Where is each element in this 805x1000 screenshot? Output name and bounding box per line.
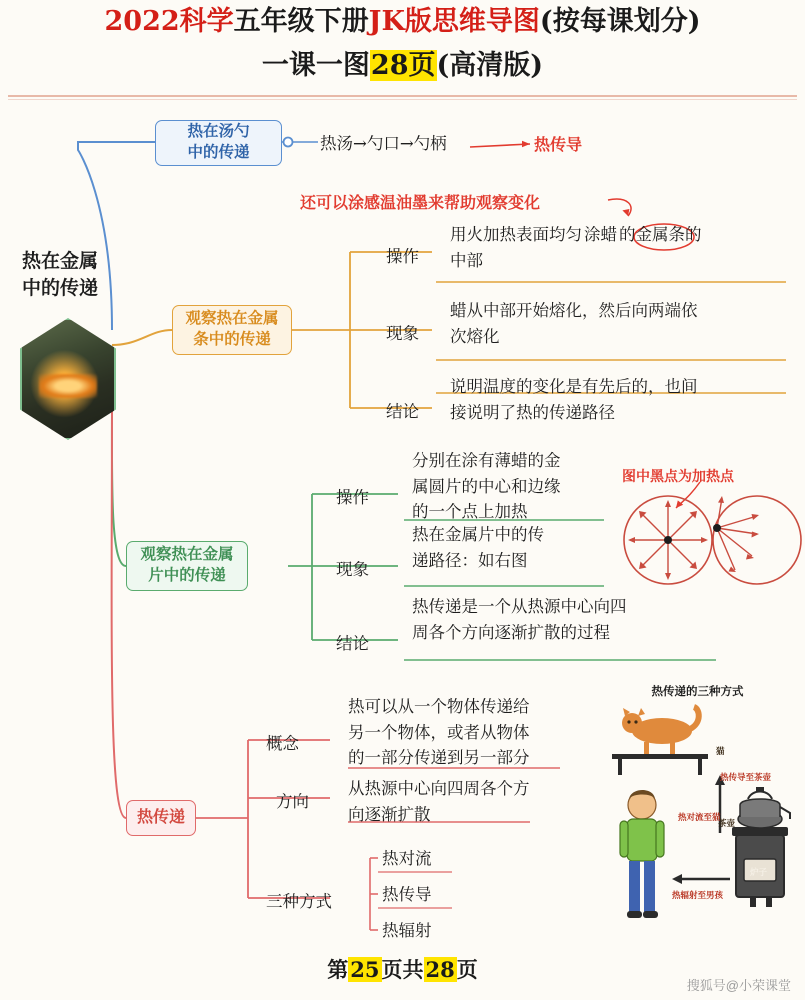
key-metal-plate-operation: 操作: [336, 488, 369, 507]
key-heat-direction: 方向: [276, 792, 309, 811]
leaf-spoon-path: 热汤→勺口→勺柄: [320, 134, 447, 153]
stove-fire-photo: [20, 318, 116, 440]
cat-figure: [622, 707, 699, 754]
shelf: [612, 754, 708, 759]
header-divider-thin: [8, 99, 797, 100]
key-metal-plate-conclusion: 结论: [336, 634, 369, 653]
leaf-metal-plate-conclusion: 热传递是一个从热源中心向四 周各个方向逐渐扩散的过程: [412, 597, 627, 642]
cat-label: 猫: [716, 746, 725, 756]
annotation-ink-note: 还可以涂感温油墨来帮助观察变化: [300, 193, 541, 212]
footer-current-page: 25: [350, 957, 380, 982]
leaf-metal-bar-phenomenon: 蜡从中部开始熔化，然后向两端依 次熔化: [450, 301, 698, 346]
branch-node-spoon-label: 热在汤勺 中的传递: [187, 123, 250, 161]
page-footer: [0, 954, 805, 984]
key-metal-bar-phenomenon: 现象: [386, 324, 419, 343]
branch-node-metal-plate-label: 观察热在金属 片中的传递: [140, 546, 234, 584]
title-part-hd: (高清版): [436, 50, 544, 81]
title-line-2: [0, 44, 805, 88]
branch-node-heat-transfer-label: 热传递: [136, 809, 185, 827]
title-line-1: [0, 0, 805, 44]
branch-node-heat-transfer[interactable]: [126, 800, 196, 836]
branch-node-spoon[interactable]: [155, 120, 282, 166]
illustration-title: 热传递的三种方式: [651, 686, 744, 698]
footer-page-indicator: 第25页共28页: [327, 957, 478, 982]
kettle: [738, 787, 790, 828]
kettle-label: 茶壶: [718, 818, 736, 828]
title-part-version: JK版思维导图: [368, 6, 540, 37]
radiation-circle-center: [624, 496, 712, 584]
radiation-circle-edge: [713, 496, 801, 584]
leaf-metal-bar-operation: 用火加热表面均匀 涂蜡 的金属条的 中部: [450, 225, 702, 270]
leaf-heat-concept: 热可以从一个物体传递给 另一个物体，或者从物体 的一部分传递到另一部分: [348, 697, 530, 768]
leaf-metal-bar-conclusion: 说明温度的变化是有先后的，也间 接说明了热的传递路径: [450, 377, 698, 422]
heat-transfer-illustration: [600, 683, 795, 933]
title-part-onepic: 一课一图: [261, 50, 370, 81]
key-metal-bar-operation: 操作: [386, 247, 419, 266]
title-part-year: 2022科学: [104, 6, 234, 37]
leaf-metal-plate-operation: 分别在涂有薄蜡的金 属圆片的中心和边缘 的一个点上加热: [412, 451, 561, 522]
key-heat-three-ways: 三种方式: [266, 892, 332, 911]
key-metal-plate-phenomenon: 现象: [336, 560, 369, 579]
conduction-to-kettle: 热传导至茶壶: [720, 772, 772, 782]
branch-node-metal-plate[interactable]: [126, 541, 248, 591]
title-part-split: (按每课划分): [539, 6, 701, 37]
leaf-three-way-convection: 热对流: [382, 849, 432, 868]
annotation-black-dot: 图中黑点为加热点: [622, 469, 734, 485]
key-metal-bar-conclusion: 结论: [386, 402, 419, 421]
boy-figure: [620, 790, 664, 918]
branch-node-metal-bar[interactable]: [172, 305, 292, 355]
annotation-conduction: 热传导: [534, 135, 583, 154]
key-heat-concept: 概念: [266, 734, 299, 753]
title-part-grade: 五年级下册: [233, 6, 369, 37]
footer-total-pages: 28: [425, 957, 455, 982]
branch-node-metal-bar-label: 观察热在金属 条中的传递: [185, 310, 279, 348]
convection-to-cat: 热对流至猫: [678, 812, 721, 822]
stove-label: 炉子: [750, 867, 768, 877]
watermark: 搜狐号@小荣课堂: [686, 978, 791, 993]
leaf-metal-plate-phenomenon: 热在金属片中的传 递路径：如右图: [412, 525, 544, 570]
root-node-label: 热在金属 中的传递: [21, 250, 98, 299]
leaf-three-way-radiation: 热辐射: [382, 921, 432, 940]
page-header: [0, 0, 805, 96]
leaf-three-way-conduction: 热传导: [382, 885, 432, 904]
header-divider: [8, 95, 797, 97]
title-part-pages: 28页: [370, 50, 436, 81]
leaf-heat-direction: 从热源中心向四周各个方 向逐渐扩散: [348, 779, 530, 824]
radiation-to-boy: 热辐射至男孩: [672, 890, 724, 900]
